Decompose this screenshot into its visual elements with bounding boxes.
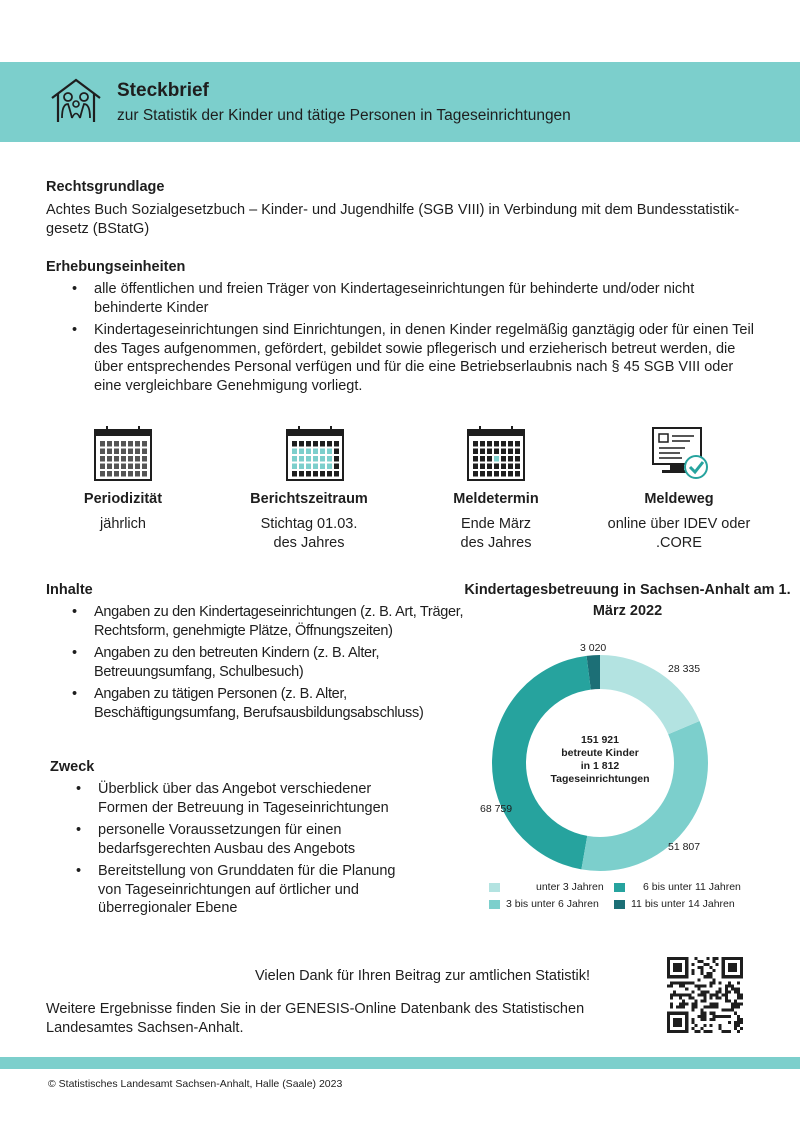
calendar-day-cell [114, 441, 119, 447]
calendar-day-cell [334, 449, 339, 455]
info-value: des Jahres [460, 534, 532, 551]
page-subtitle: zur Statistik der Kinder und tätige Personen in Tageseinrichtungen [117, 107, 571, 124]
calendar-day-cell [121, 456, 126, 462]
legend-item-6-bis-11 [614, 881, 741, 893]
calendar-day-cell [135, 456, 140, 462]
calendar-day-cell [114, 471, 119, 477]
calendar-day-cell [313, 464, 318, 470]
calendar-day-cell [114, 449, 119, 455]
calendar-day-cell [107, 464, 112, 470]
erhebungseinheiten-title: Erhebungseinheiten [46, 259, 186, 275]
calendar-day-cell [292, 456, 297, 462]
list-item: • Überblick über das Angebot verschiedener Formen der Betreuung in Tageseinrichtungen [76, 780, 396, 817]
legend-swatch [614, 900, 625, 909]
info-periodizitaet [38, 491, 208, 534]
legend-label: 3 bis unter 6 Jahren [506, 898, 599, 910]
calendar-day-cell [501, 449, 506, 455]
rechtsgrundlage-title: Rechtsgrundlage [46, 179, 165, 195]
calendar-day-cell [100, 471, 105, 477]
calendar-day-cell [515, 464, 520, 470]
calendar-day-cell [128, 471, 133, 477]
header-banner [0, 62, 800, 142]
calendar-day-cell [128, 456, 133, 462]
info-value: des Jahres [273, 534, 345, 551]
legend-item-11-bis-14 [614, 898, 735, 910]
calendar-day-cell [306, 449, 311, 455]
calendar-day-cell [508, 449, 513, 455]
calendar-day-cell [121, 471, 126, 477]
calendar-day-cell [515, 456, 520, 462]
calendar-day-cell [107, 441, 112, 447]
calendar-day-cell [313, 456, 318, 462]
footer-copyright: © Statistisches Landesamt Sachsen-Anhalt, Halle (Saale) 2023 [48, 1078, 343, 1090]
calendar-day-cell [299, 449, 304, 455]
calendar-day-cell [515, 449, 520, 455]
donut-chart [430, 638, 790, 878]
calendar-day-cell [327, 456, 332, 462]
calendar-day-cell [128, 441, 133, 447]
calendar-day-cell [128, 464, 133, 470]
center-label-facilities: Tageseinrichtungen [550, 773, 650, 785]
list-item: • alle öffentlichen und freien Träger von Kindertageseinrichtungen für behinderte und/oder nicht behinderte Kinder [72, 280, 758, 317]
calendar-day-cell [114, 464, 119, 470]
calendar-day-cell [487, 456, 492, 462]
calendar-day-cell [473, 471, 478, 477]
legend-swatch [489, 900, 500, 909]
legend-swatch [489, 883, 500, 892]
calendar-day-cell [327, 471, 332, 477]
legend-label: 6 bis unter 11 Jahren [643, 881, 741, 893]
calendar-day-cell [334, 456, 339, 462]
calendar-day-cell [100, 449, 105, 455]
calendar-day-cell [480, 471, 485, 477]
center-label-count: in 1 812 [580, 760, 620, 772]
calendar-day-cell [292, 471, 297, 477]
calendar-day-cell [515, 471, 520, 477]
qr-code-icon[interactable] [667, 957, 743, 1033]
info-value: jährlich [100, 516, 146, 532]
calendar-day-cell [473, 441, 478, 447]
calendar-day-cell [299, 441, 304, 447]
footer-bar [0, 1057, 800, 1069]
more-results-text: Weitere Ergebnisse finden Sie in der GENESIS-Online Datenbank des Statistischen Landesamtes Sachsen-Anhalt. [46, 1001, 585, 1036]
chart-title: Kindertagesbetreuung in Sachsen-Anhalt am 1. März 2022 [464, 582, 791, 619]
page-title: Steckbrief [117, 80, 209, 101]
calendar-day-cell [306, 471, 311, 477]
erhebungseinheiten-list [72, 280, 758, 399]
calendar-day-cell [327, 449, 332, 455]
calendar-day-cell [480, 464, 485, 470]
calendar-day-cell [473, 449, 478, 455]
donut-value-label: 68 759 [480, 803, 513, 815]
calendar-day-icon [466, 425, 526, 483]
calendar-day-cell [135, 464, 140, 470]
calendar-day-cell [142, 471, 147, 477]
calendar-day-cell [480, 456, 485, 462]
calendar-day-cell [494, 449, 499, 455]
calendar-day-cell [487, 441, 492, 447]
calendar-day-cell [107, 449, 112, 455]
computer-check-icon [650, 425, 710, 483]
calendar-day-cell [494, 464, 499, 470]
info-meldetermin [411, 491, 581, 552]
calendar-day-cell [292, 449, 297, 455]
calendar-day-cell [473, 464, 478, 470]
info-value: Stichtag 01.03. [260, 516, 358, 532]
calendar-day-cell [501, 464, 506, 470]
calendar-day-cell [299, 471, 304, 477]
legend-item-unter-3 [489, 881, 604, 893]
info-meldeweg [594, 491, 764, 552]
calendar-day-cell [306, 441, 311, 447]
calendar-day-cell [135, 471, 140, 477]
calendar-day-cell [121, 464, 126, 470]
calendar-day-cell [292, 464, 297, 470]
calendar-day-cell [100, 464, 105, 470]
calendar-day-cell [334, 441, 339, 447]
info-value: online über IDEV oder [607, 516, 751, 532]
legend-item-3-bis-6 [489, 898, 599, 910]
inhalte-list [72, 603, 464, 726]
calendar-day-cell [114, 456, 119, 462]
calendar-day-cell [107, 471, 112, 477]
list-item: • Kindertageseinrichtungen sind Einrichtungen, in denen Kinder regelmäßig ganztägig oder für einen Teil des Tages aufgenommen, gefördert, gebildet sowie pflegerisch und erzieherisch betreut werden, die über entsprechendes Personal verfügen und für die eine Betriebserlaubnis nach § 45 SGB VIII oder eine vergleichbare Genehmigung vorliegt. [72, 321, 758, 395]
zweck-list [76, 780, 396, 922]
calendar-day-cell [142, 441, 147, 447]
calendar-day-cell [313, 449, 318, 455]
calendar-day-cell [487, 464, 492, 470]
calendar-day-cell [327, 464, 332, 470]
calendar-day-cell [320, 456, 325, 462]
calendar-day-cell [480, 449, 485, 455]
calendar-day-cell [135, 449, 140, 455]
legend-label: unter 3 Jahren [536, 881, 604, 893]
calendar-day-cell [501, 441, 506, 447]
calendar-day-cell [313, 441, 318, 447]
donut-value-label: 3 020 [580, 642, 607, 654]
info-value: Ende März [460, 516, 532, 532]
calendar-day-cell [487, 471, 492, 477]
donut-slice-2 [492, 656, 591, 870]
calendar-day-cell [121, 449, 126, 455]
info-value: .CORE [656, 534, 702, 551]
calendar-day-cell [320, 464, 325, 470]
donut-value-label: 51 807 [668, 841, 701, 853]
calendar-day-cell [334, 464, 339, 470]
calendar-day-cell [327, 441, 332, 447]
calendar-day-cell [306, 464, 311, 470]
info-title: Meldeweg [644, 491, 714, 507]
calendar-day-cell [320, 471, 325, 477]
calendar-day-cell [334, 471, 339, 477]
calendar-day-cell [306, 456, 311, 462]
calendar-day-cell [494, 471, 499, 477]
house-family-icon [48, 76, 104, 126]
list-item: • Angaben zu den Kindertageseinrichtungen (z. B. Art, Träger, Rechtsform, genehmigte Plätze, Öffnungszeiten) [72, 603, 464, 640]
calendar-day-cell [299, 464, 304, 470]
info-title: Meldetermin [453, 491, 539, 507]
calendar-day-cell [292, 441, 297, 447]
legend-swatch [614, 883, 625, 892]
rechtsgrundlage-text: Achtes Buch Sozialgesetzbuch – Kinder- und Jugendhilfe (SGB VIII) in Verbindung mit dem Bundesstatistik-gesetz (BStatG) [46, 202, 740, 237]
calendar-day-cell [320, 441, 325, 447]
donut-value-label: 28 335 [668, 663, 701, 675]
info-berichtszeitraum [224, 491, 394, 552]
calendar-day-cell [494, 456, 499, 462]
calendar-day-cell [142, 449, 147, 455]
center-label-children: betreute Kinder [561, 747, 639, 759]
calendar-day-cell [508, 471, 513, 477]
calendar-day-cell [501, 471, 506, 477]
calendar-day-cell [508, 441, 513, 447]
calendar-day-cell [142, 456, 147, 462]
calendar-day-cell [508, 456, 513, 462]
legend-label: 11 bis unter 14 Jahren [631, 898, 735, 910]
list-item: • Angaben zu tätigen Personen (z. B. Alter, Beschäftigungsumfang, Berufsausbildungsabschluss) [72, 685, 464, 722]
center-label-total: 151 921 [581, 734, 619, 746]
list-item: • Angaben zu den betreuten Kindern (z. B. Alter, Betreuungsumfang, Schulbesuch) [72, 644, 464, 681]
calendar-day-cell [135, 441, 140, 447]
info-title: Periodizität [83, 491, 163, 507]
calendar-full-icon [93, 425, 153, 483]
calendar-day-cell [501, 456, 506, 462]
inhalte-title: Inhalte [46, 582, 93, 598]
calendar-day-cell [128, 449, 133, 455]
zweck-title: Zweck [50, 759, 95, 775]
calendar-partial-icon [285, 425, 345, 483]
calendar-day-cell [473, 456, 478, 462]
calendar-day-cell [320, 449, 325, 455]
list-item: • personelle Voraussetzungen für einen bedarfsgerechten Ausbau des Angebots [76, 821, 396, 858]
calendar-day-cell [107, 456, 112, 462]
calendar-day-cell [515, 441, 520, 447]
calendar-day-cell [487, 449, 492, 455]
info-title: Berichtszeitraum [250, 491, 368, 507]
thanks-text: Vielen Dank für Ihren Beitrag zur amtlichen Statistik! [255, 968, 591, 984]
calendar-day-cell [480, 441, 485, 447]
calendar-day-cell [100, 456, 105, 462]
calendar-day-cell [299, 456, 304, 462]
calendar-day-cell [508, 464, 513, 470]
calendar-day-cell [142, 464, 147, 470]
calendar-day-cell [313, 471, 318, 477]
calendar-day-cell [100, 441, 105, 447]
calendar-day-cell [121, 441, 126, 447]
calendar-day-cell [494, 441, 499, 447]
list-item: • Bereitstellung von Grunddaten für die Planung von Tageseinrichtungen auf örtlicher und überregionaler Ebene [76, 862, 396, 918]
